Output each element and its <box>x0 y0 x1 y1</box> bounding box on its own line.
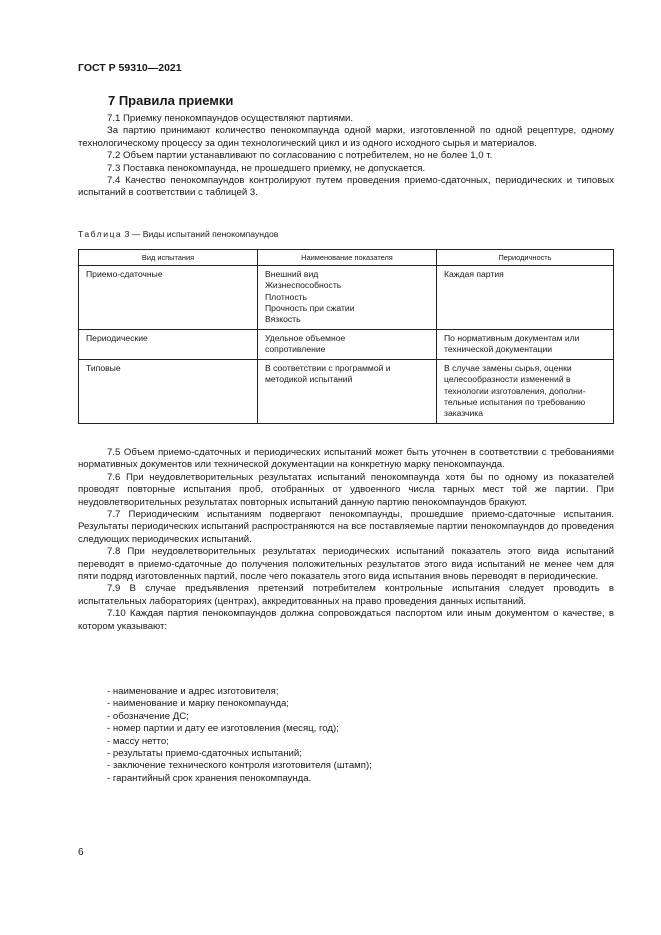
table-caption-prefix: Таблица <box>78 229 123 239</box>
table-caption-text: 3 — Виды испытаний пенокомпаундов <box>122 229 279 239</box>
list-item: - наименование и марку пенокомпаунда; <box>107 698 289 710</box>
table-header-cell: Периодичность <box>437 250 614 266</box>
paragraph: 7.9 В случае предъявления претензий потребителем контрольные испытания следует проводить в испытательных лабораториях (центрах), аккредитованных на право проведения данных испытаний. <box>78 583 614 607</box>
table-row <box>79 266 614 330</box>
table-cell: Приемо-сдаточные <box>79 266 258 330</box>
paragraphs-top <box>78 113 614 200</box>
list-item: - номер партии и дату ее изготовления (месяц, год); <box>107 723 339 735</box>
paragraphs-bottom <box>78 447 614 633</box>
paragraph: 7.4 Качество пенокомпаундов контролируют путем проведения приемо-сдаточных, периодических и типовых испытаний в соответствии с таблицей 3. <box>78 175 614 199</box>
table-header-row <box>79 250 614 266</box>
table-cell: Каждая партия <box>437 266 614 330</box>
table-caption <box>78 229 278 239</box>
paragraph: 7.3 Поставка пенокомпаунда, не прошедшего приемку, не допускается. <box>107 162 426 174</box>
table-cell: В соответствии с программой и методикой испытаний <box>258 360 437 424</box>
table-cell: Внешний вид Жизнеспособность Плотность Прочность при сжатии Вязкость <box>258 266 437 330</box>
table-header-cell: Наименование показателя <box>258 250 437 266</box>
paragraph: 7.6 При неудовлетворительных результатах испытаний пенокомпаунда хотя бы по одному из показателей проводят повторные испытания проб, отобранных от удвоенного числа тарных мест той же партии. При неудовлетворительных результатах повторных испытаний данную партию пенокомпаундов бракуют. <box>78 471 614 508</box>
table-cell: Удельное объемное сопротивление <box>258 330 437 360</box>
list-item: - наименование и адрес изготовителя; <box>107 686 279 697</box>
page-number: 6 <box>78 847 84 858</box>
paragraph: За партию принимают количество пенокомпаунда одной марки, изготовленной по одной рецептуре, одному технологическому процессу за один технологический цикл и из одного исходного сырья и материалов. <box>78 125 614 149</box>
tests-table <box>78 249 614 424</box>
paragraph: 7.5 Объем приемо-сдаточных и периодических испытаний может быть уточнен в соответствии с требованиями нормативных документов или технической документации на конкретную марку пенокомпаунда. <box>78 447 614 471</box>
list-item: - массу нетто; <box>107 735 169 747</box>
table-cell: Типовые <box>79 360 258 424</box>
paragraph: 7.1 Приемку пенокомпаундов осуществляют партиями. <box>107 113 354 124</box>
document-header: ГОСТ Р 59310—2021 <box>78 62 182 74</box>
paragraph: 7.8 При неудовлетворительных результатах периодических испытаний показатель этого вида испытаний переводят в приемо-сдаточные до получения положительных результатов этого вида испытаний не менее чем для пяти подряд изготовленных партий, после чего показатель этого вида испытания вновь переводят в периодические. <box>78 546 614 583</box>
passport-items-list <box>107 686 372 785</box>
paragraph: 7.2 Объем партии устанавливают по согласованию с потребителем, но не более 1,0 т. <box>107 150 493 162</box>
list-item: - заключение технического контроля изготовителя (штамп); <box>107 760 372 772</box>
table-cell: По нормативным документам или технической документации <box>437 330 614 360</box>
paragraph: 7.10 Каждая партия пенокомпаундов должна сопровождаться паспортом или иным документом о качестве, в котором указывают: <box>78 608 614 632</box>
table-cell: Периодические <box>79 330 258 360</box>
section-title: 7 Правила приемки <box>108 93 234 108</box>
table-header-cell: Вид испытания <box>79 250 258 266</box>
table-row <box>79 360 614 424</box>
list-item: - обозначение ДС; <box>107 710 189 722</box>
list-item: - результаты приемо-сдаточных испытаний; <box>107 748 302 760</box>
paragraph: 7.7 Периодическим испытаниям подвергают пенокомпаунды, прошедшие приемо-сдаточные испытания. Результаты периодических испытаний распространяются на все поставляемые партии пенокомпаундов до проведения следующих периодических испытаний. <box>78 509 614 545</box>
list-item: - гарантийный срок хранения пенокомпаунда. <box>107 772 312 784</box>
table-cell: В случае замены сырья, оценки целесообразности изменений в технологии изготовления, дополни- тельные испытания по требованию заказчика <box>437 360 614 424</box>
table-row <box>79 330 614 360</box>
